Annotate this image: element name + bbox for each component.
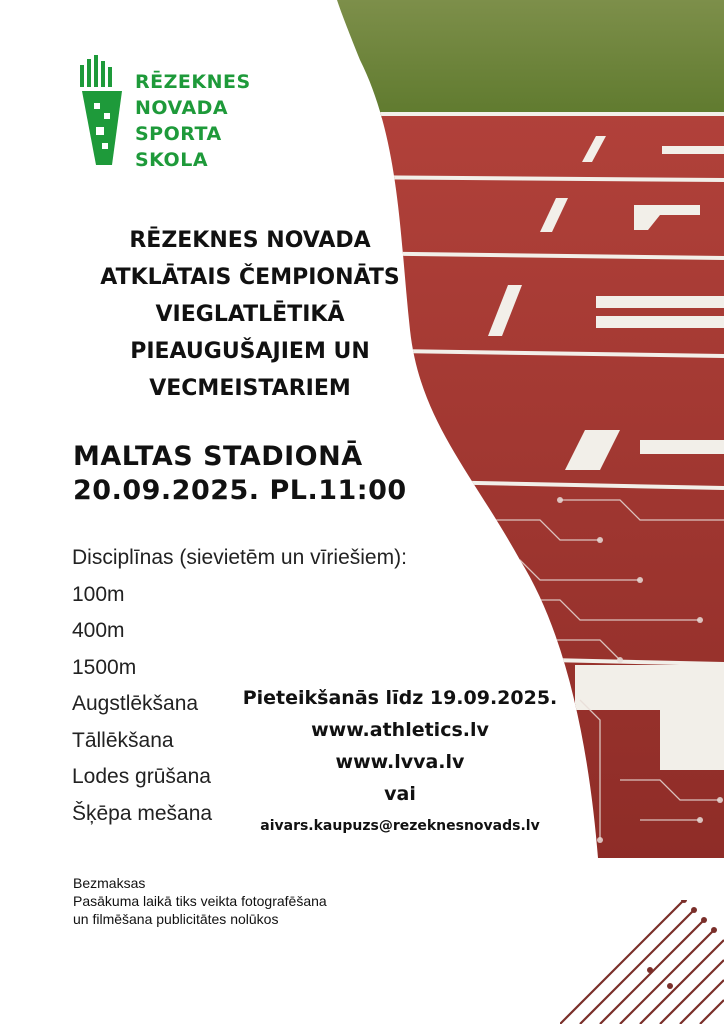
logo-line: NOVADA [135, 97, 229, 119]
note-line: un filmēšana publicitātes nolūkos [73, 911, 279, 927]
discipline-item: 100m [72, 582, 125, 606]
discipline-item: Tāllēkšana [72, 728, 174, 752]
website-link[interactable]: www.athletics.lv [311, 719, 489, 741]
note-line: Bezmaksas [73, 875, 146, 891]
title-line: VECMEISTARIEM [149, 376, 351, 401]
footer-notes [73, 874, 327, 928]
disciplines-heading: Disciplīnas (sievietēm un vīriešiem): [72, 546, 407, 569]
venue-name: MALTAS STADIONĀ [73, 441, 363, 472]
registration-info [240, 682, 560, 838]
logo-line: SKOLA [135, 149, 209, 171]
event-title [40, 222, 460, 407]
circuit-decoration [560, 900, 724, 1024]
discipline-item: Augstlēkšana [72, 692, 199, 715]
or-text: vai [384, 783, 416, 805]
discipline-item: Lodes grūšana [72, 765, 211, 788]
event-datetime: 20.09.2025. PL.11:00 [73, 475, 407, 506]
logo-line: RĒZEKNES [135, 71, 251, 93]
title-line: PIEAUGUŠAJIEM UN [130, 339, 370, 364]
contact-email[interactable]: aivars.kaupuzs@rezeknesnovads.lv [260, 818, 540, 834]
website-link[interactable]: www.lvva.lv [335, 751, 465, 773]
note-line: Pasākuma laikā tiks veikta fotografēšana [73, 893, 327, 909]
discipline-item: Šķēpa mešana [72, 801, 213, 825]
registration-deadline: Pieteikšanās līdz 19.09.2025. [242, 687, 558, 709]
discipline-item: 1500m [72, 655, 137, 679]
venue-date [73, 440, 407, 508]
discipline-item: 400m [72, 619, 125, 642]
title-line: ATKLĀTAIS ČEMPIONĀTS [100, 265, 400, 290]
title-line: RĒZEKNES NOVADA [129, 228, 371, 253]
title-line: VIEGLATLĒTIKĀ [155, 302, 345, 327]
logo-line: SPORTA [135, 123, 222, 145]
logo-wordmark [135, 69, 251, 173]
